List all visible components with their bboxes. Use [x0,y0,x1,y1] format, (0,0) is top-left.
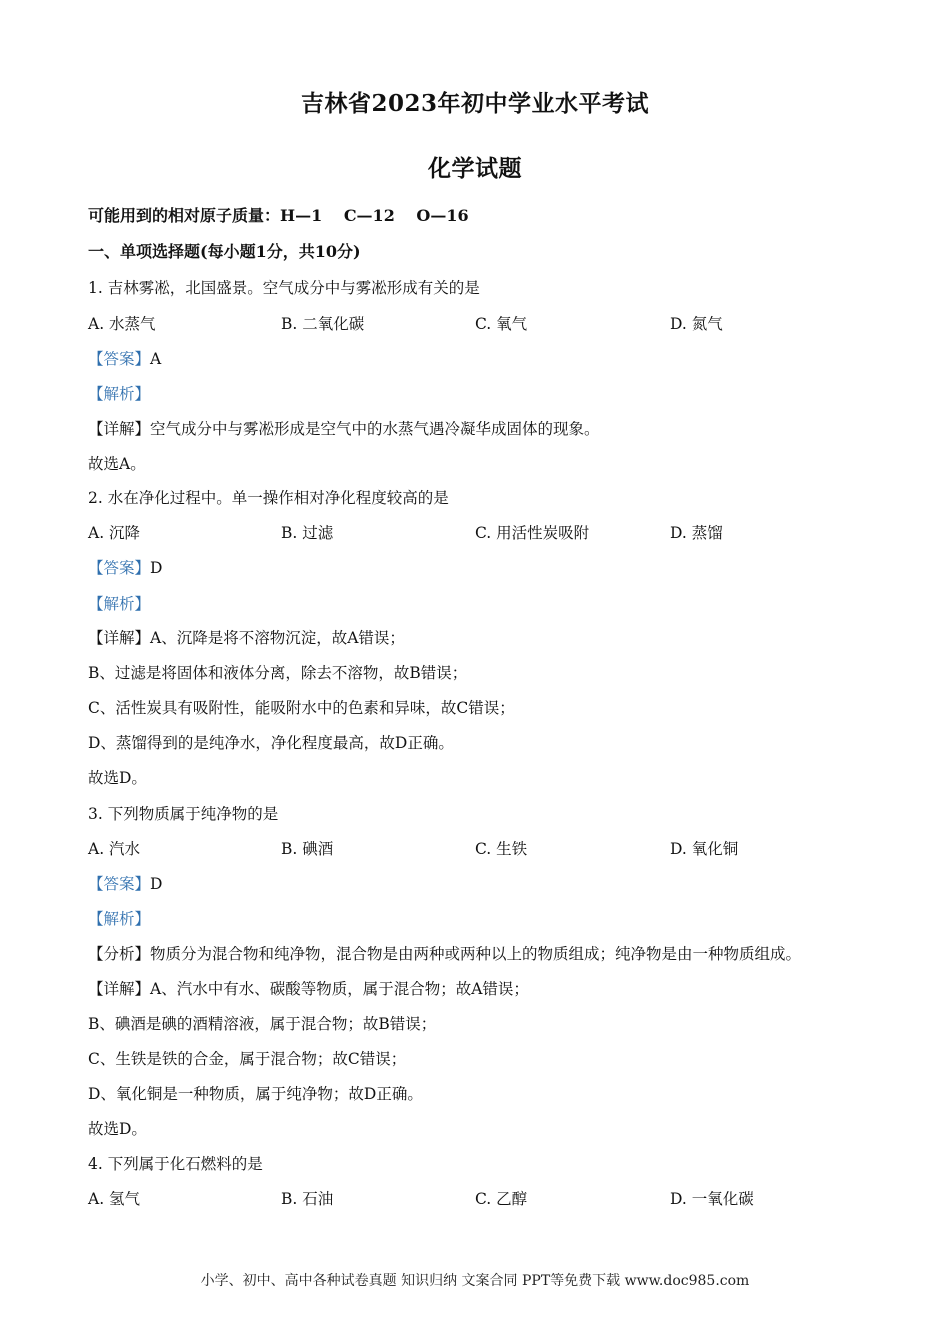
q1-analysis [88,384,150,404]
q3-options [88,839,868,859]
q4-option-d: D. 一氧化碳 [670,1190,754,1208]
q2-analysis [88,594,150,614]
q1-option-c: C. 氧气 [475,315,528,333]
q2-option-b: B. 过滤 [281,524,334,542]
q4-option-a: A. 氢气 [88,1190,141,1208]
q1-detail-text: 空气成分中与雾凇形成是空气中的水蒸气遇冷凝华成固体的现象。 [150,420,600,438]
q2-detail-d: D、蒸馏得到的是纯净水，净化程度最高，故D正确。 [88,734,454,752]
q2-detail-a-text: A、沉降是将不溶物沉淀，故A错误； [150,629,405,647]
analysis-tag: 【解析】 [88,910,151,928]
q3-option-c: C. 生铁 [475,840,528,858]
section-heading: 一、单项选择题(每小题1分，共10分) [88,242,361,261]
q1-conclusion: 故选A。 [88,455,146,473]
q1-stem: 1. 吉林雾凇，北国盛景。空气成分中与雾凇形成有关的是 [88,279,480,297]
page-subtitle: 化学试题 [428,155,522,182]
q3-detail-d: D、氧化铜是一种物质，属于纯净物；故D正确。 [88,1085,423,1103]
detail-tag: 【详解】 [88,629,151,647]
q2-options [88,523,868,543]
q2-conclusion: 故选D。 [88,769,147,787]
q1-detail [88,419,600,439]
fenxi-tag: 【分析】 [88,945,151,963]
q4-option-c: C. 乙醇 [475,1190,528,1208]
q4-option-b: B. 石油 [281,1190,334,1208]
atomic-mass-note: 可能用到的相对原子质量：H—1 C—12 O—16 [88,206,469,225]
q3-analysis [88,909,150,929]
q2-option-d: D. 蒸馏 [670,524,723,542]
q3-conclusion: 故选D。 [88,1120,147,1138]
page-title: 吉林省2023年初中学业水平考试 [300,90,649,117]
q1-option-b: B. 二氧化碳 [281,315,365,333]
q2-stem: 2. 水在净化过程中。单一操作相对净化程度较高的是 [88,489,449,507]
q2-option-c: C. 用活性炭吸附 [475,524,590,542]
q4-options [88,1189,868,1209]
q1-answer [88,349,161,369]
q1-answer-value: A [150,350,162,368]
q3-detail-b: B、碘酒是碘的酒精溶液，属于混合物；故B错误； [88,1015,437,1033]
q2-answer-value: D [150,559,163,577]
q1-option-a: A. 水蒸气 [88,315,156,333]
q2-detail-a [88,628,405,648]
q3-detail-c: C、生铁是铁的合金，属于混合物；故C错误； [88,1050,407,1068]
q3-fenxi-text: 物质分为混合物和纯净物，混合物是由两种或两种以上的物质组成；纯净物是由一种物质组成。 [150,945,802,963]
answer-tag: 【答案】 [88,875,151,893]
answer-tag: 【答案】 [88,350,151,368]
q2-detail-b: B、过滤是将固体和液体分离，除去不溶物，故B错误； [88,664,468,682]
q3-answer [88,874,162,894]
q3-stem: 3. 下列物质属于纯净物的是 [88,805,279,823]
q1-options [88,314,868,334]
analysis-tag: 【解析】 [88,385,151,403]
q2-option-a: A. 沉降 [88,524,141,542]
detail-tag: 【详解】 [88,420,151,438]
q3-detail-a [88,979,529,999]
detail-tag: 【详解】 [88,980,151,998]
page-footer: 小学、初中、高中各种试卷真题 知识归纳 文案合同 PPT等免费下载 www.doc985.com [200,1273,750,1289]
answer-tag: 【答案】 [88,559,151,577]
q1-option-d: D. 氮气 [670,315,723,333]
q3-option-d: D. 氧化铜 [670,840,739,858]
q2-detail-c: C、活性炭具有吸附性，能吸附水中的色素和异味，故C错误； [88,699,515,717]
q3-option-a: A. 汽水 [88,840,141,858]
analysis-tag: 【解析】 [88,595,151,613]
q4-stem: 4. 下列属于化石燃料的是 [88,1155,263,1173]
q3-detail-a-text: A、汽水中有水、碳酸等物质，属于混合物；故A错误； [150,980,529,998]
q3-answer-value: D [150,875,163,893]
q3-fenxi [88,944,801,964]
q2-answer [88,558,162,578]
q3-option-b: B. 碘酒 [281,840,334,858]
